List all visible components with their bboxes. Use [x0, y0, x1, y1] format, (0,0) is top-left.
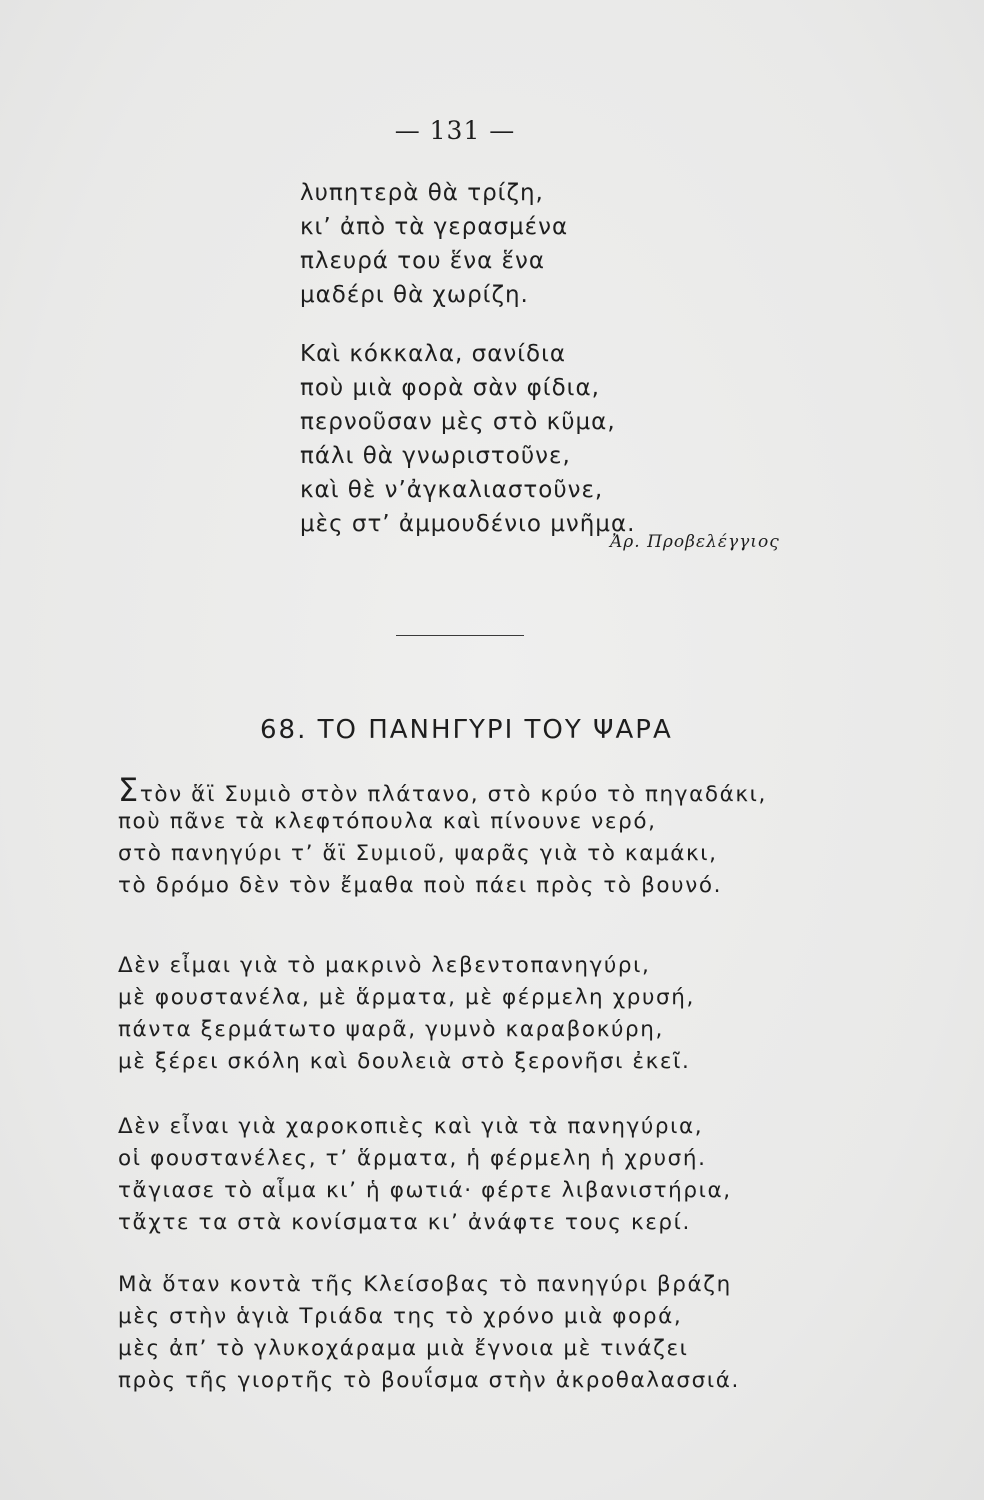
poem-line: οἱ φουστανέλες, τ’ ἅρματα, ἡ φέρμελη ἡ χρυσή. — [118, 1146, 707, 1171]
poem-line: στὸ πανηγύρι τ’ ἅϊ Συμιοῦ, ψαρᾶς γιὰ τὸ καμάκι, — [118, 841, 718, 866]
verse-3 — [118, 1111, 732, 1239]
poem-line: τἄγιασε τὸ αἷμα κι’ ἡ φωτιά· φέρτε λιβανιστήρια, — [118, 1178, 732, 1203]
poem-line: μαδέρι θὰ χωρίζη. — [300, 282, 529, 308]
poem-line: πρὸς τῆς γιορτῆς τὸ βουΐσμα στὴν ἀκροθαλασσιά. — [118, 1368, 740, 1393]
drop-cap: Σ — [118, 771, 140, 809]
section-divider — [396, 635, 524, 636]
stanza-continuation — [300, 176, 568, 312]
author-attribution: Ἀρ. Προβελέγγιος — [610, 532, 780, 552]
poem-line: μὲς στὴν ἁγιὰ Τριάδα της τὸ χρόνο μιὰ φορά, — [118, 1304, 683, 1329]
poem-line: καὶ θὲ ν’ἀγκαλιαστοῦνε, — [300, 477, 604, 503]
poem-line: λυπητερὰ θὰ τρίζη, — [300, 180, 544, 206]
poem-line: πάλι θὰ γνωριστοῦνε, — [300, 443, 571, 469]
poem-line: κι’ ἀπὸ τὰ γερασμένα — [300, 214, 569, 240]
verse-2 — [118, 950, 695, 1078]
poem-line: μὲς ἀπ’ τὸ γλυκοχάραμα μιὰ ἔγνοια μὲ τινάζει — [118, 1336, 689, 1361]
page-number: — 131 — — [394, 116, 516, 145]
poem-line: Δὲν εἶμαι γιὰ τὸ μακρινὸ λεβεντοπανηγύρι, — [118, 953, 651, 978]
verse-1 — [118, 771, 767, 902]
poem-line: Μὰ ὅταν κοντὰ τῆς Κλείσοβας τὸ πανηγύρι βράζη — [118, 1272, 732, 1297]
poem-line: τὸ δρόμο δὲν τὸν ἔμαθα ποὺ πάει πρὸς τὸ βουνό. — [118, 873, 723, 898]
poem-line: πλευρά του ἕνα ἕνα — [300, 248, 546, 274]
poem-line — [118, 771, 767, 809]
poem-line: Δὲν εἶναι γιὰ χαροκοπιὲς καὶ γιὰ τὰ πανηγύρια, — [118, 1114, 704, 1139]
poem-line: πάντα ξερμάτωτο ψαρᾶ, γυμνὸ καραβοκύρη, — [118, 1017, 664, 1042]
poem-title: 68. ΤΟ ΠΑΝΗΓΥΡΙ ΤΟΥ ΨΑΡΑ — [260, 715, 673, 745]
poem-line: μὲς στ’ ἀμμουδένιο μνῆμα. — [300, 511, 636, 537]
verse-4 — [118, 1269, 740, 1397]
poem-line: τἄχτε τα στὰ κονίσματα κι’ ἀνάφτε τους κερί. — [118, 1210, 691, 1235]
poem-line: ποὺ μιὰ φορὰ σὰν φίδια, — [300, 375, 600, 401]
poem-line: ποὺ πᾶνε τὰ κλεφτόπουλα καὶ πίνουνε νερό, — [118, 809, 657, 834]
stanza-final — [300, 337, 635, 541]
poem-line-rest: τὸν ἅϊ Συμιὸ στὸν πλάτανο, στὸ κρύο τὸ πηγαδάκι, — [139, 782, 767, 807]
poem-line: μὲ φουστανέλα, μὲ ἅρματα, μὲ φέρμελη χρυσή, — [118, 985, 695, 1010]
poem-line: περνοῦσαν μὲς στὸ κῦμα, — [300, 409, 616, 435]
poem-line: Καὶ κόκκαλα, σανίδια — [300, 341, 567, 367]
poem-line: μὲ ξέρει σκόλη καὶ δουλειὰ στὸ ξερονῆσι ἐκεῖ. — [118, 1049, 691, 1074]
